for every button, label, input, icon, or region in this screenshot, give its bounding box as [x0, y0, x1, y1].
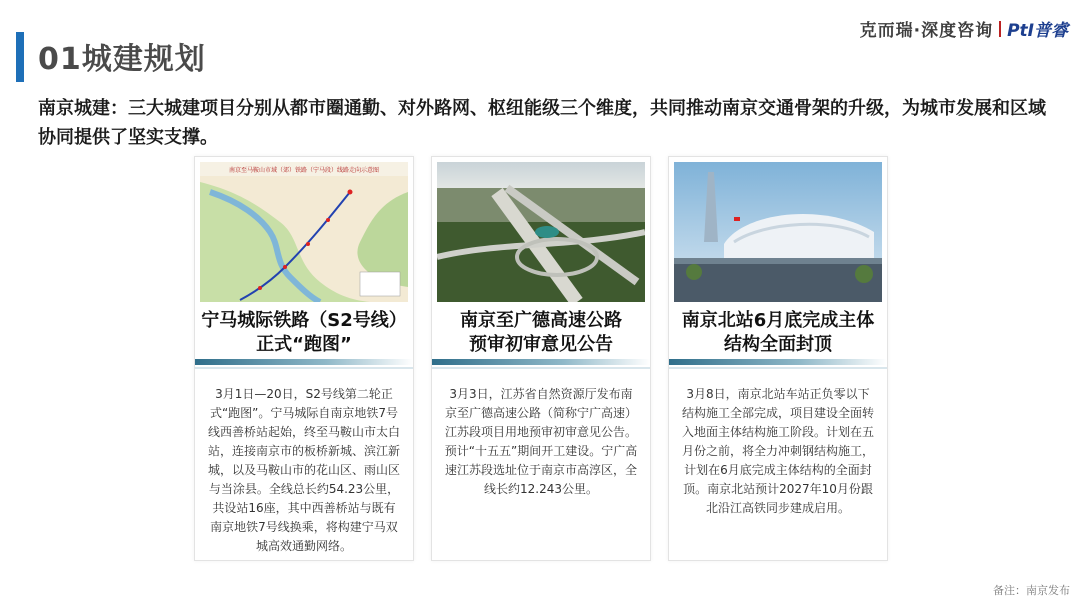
- highway-aerial-image: [437, 162, 645, 302]
- card-title: 南京至广德高速公路 预审初审意见公告: [460, 310, 622, 355]
- brand-logo: PtI普睿: [1007, 21, 1068, 41]
- card-body: 3月1日—20日，S2号线第二轮正式“跑图”。宁马城际自南京地铁7号线西善桥站起始，终至马鞍山市太白站，连接南京市的板桥新城、滨江新城，以及马鞍山市的花山区、雨山区与当涂县。全线总长约54.23公里，共设站16座，其中西善桥站与既有南京地铁7号线换乘，将构建宁马双城高效通勤网络。: [207, 387, 400, 553]
- card-body: 3月3日，江苏省自然资源厅发布南京至广德高速公路（简称宁广高速）江苏段项目用地预审初审意见公告。预计“十五五”期间开工建设。宁广高速江苏段选址位于南京市高淳区，全线长约12.243公里。: [444, 387, 638, 496]
- card-divider: [432, 359, 650, 365]
- card-ningguang-expressway: [431, 156, 651, 561]
- map-caption: 南京至马鞍山市域（郊）铁路（宁马段）线路走向示意图: [228, 167, 380, 174]
- card-divider: [669, 359, 887, 365]
- page-title: 01城建规划: [38, 42, 206, 77]
- brand-logo-area: [860, 16, 1068, 41]
- intro-paragraph: 南京城建：三大城建项目分别从都市圈通勤、对外路网、枢纽能级三个维度，共同推动南京交通骨架的升级，为城市发展和区域协同提供了坚实支撑。: [38, 98, 1046, 148]
- station-rendering-image: [674, 162, 882, 302]
- card-title: 宁马城际铁路（S2号线） 正式“跑图”: [201, 310, 407, 355]
- source-footnote: 备注：南京发布: [993, 584, 1070, 597]
- card-body: 3月8日，南京北站车站正负零以下结构施工全部完成，项目建设全面转入地面主体结构施工阶段。计划在五月份之前，将全力冲刺钢结构施工，计划在6月底完成主体结构的全面封顶。南京北站预计2027年10月份跟北沿江高铁同步建成启用。: [681, 387, 874, 515]
- card-ningma-railway: [194, 156, 414, 561]
- title-accent-bar: [16, 32, 24, 82]
- brand-divider: [999, 21, 1001, 37]
- card-title: 南京北站6月底完成主体 结构全面封顶: [681, 310, 875, 355]
- card-divider: [195, 359, 413, 365]
- route-map-image: [200, 162, 408, 302]
- brand-text: 克而瑞·深度咨询: [859, 21, 994, 41]
- card-nanjing-north-station: [668, 156, 888, 561]
